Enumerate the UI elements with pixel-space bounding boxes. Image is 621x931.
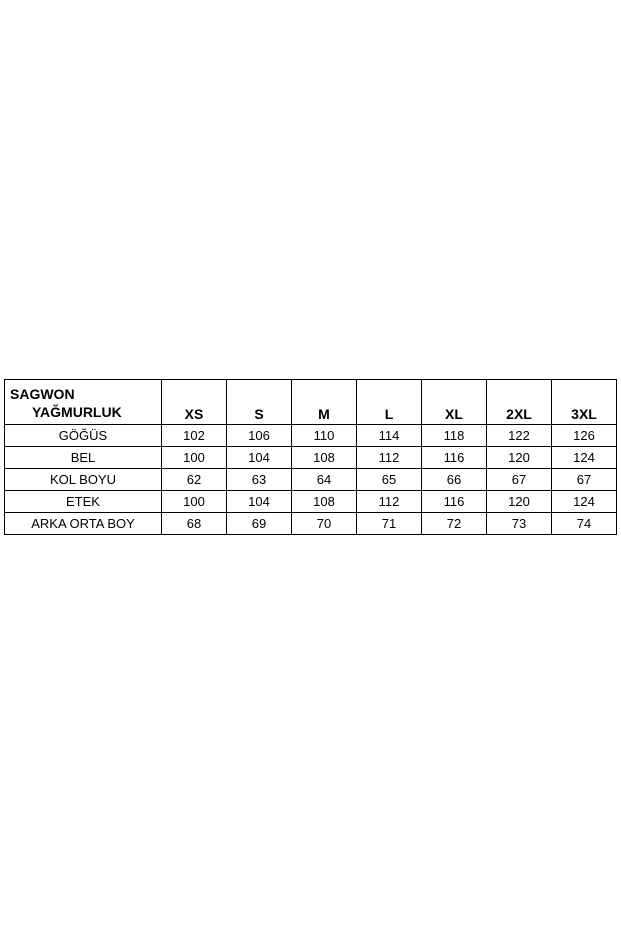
measurement-value: 104 — [227, 491, 292, 513]
measurement-value: 66 — [422, 469, 487, 491]
table-header-row — [5, 380, 617, 425]
measurement-value: 63 — [227, 469, 292, 491]
measurement-value: 62 — [162, 469, 227, 491]
size-header: L — [357, 380, 422, 425]
measurement-value: 114 — [357, 425, 422, 447]
measurement-label: BEL — [5, 447, 162, 469]
size-header: 3XL — [552, 380, 617, 425]
table-row — [5, 469, 617, 491]
measurement-value: 106 — [227, 425, 292, 447]
measurement-value: 65 — [357, 469, 422, 491]
measurement-value: 116 — [422, 491, 487, 513]
measurement-value: 112 — [357, 447, 422, 469]
measurement-value: 126 — [552, 425, 617, 447]
table-row — [5, 447, 617, 469]
size-header: S — [227, 380, 292, 425]
measurement-value: 100 — [162, 447, 227, 469]
measurement-value: 118 — [422, 425, 487, 447]
product-type: YAĞMURLUK — [32, 404, 122, 420]
measurement-value: 70 — [292, 513, 357, 535]
measurement-value: 108 — [292, 491, 357, 513]
size-chart-table — [4, 379, 617, 535]
measurement-value: 120 — [487, 491, 552, 513]
size-header: 2XL — [487, 380, 552, 425]
product-name-cell — [5, 380, 162, 425]
size-header: XS — [162, 380, 227, 425]
measurement-value: 124 — [552, 447, 617, 469]
measurement-value: 69 — [227, 513, 292, 535]
measurement-value: 124 — [552, 491, 617, 513]
size-header: M — [292, 380, 357, 425]
measurement-label: ARKA ORTA BOY — [5, 513, 162, 535]
measurement-value: 110 — [292, 425, 357, 447]
measurement-value: 74 — [552, 513, 617, 535]
measurement-value: 67 — [487, 469, 552, 491]
measurement-value: 116 — [422, 447, 487, 469]
measurement-value: 122 — [487, 425, 552, 447]
measurement-value: 102 — [162, 425, 227, 447]
measurement-value: 73 — [487, 513, 552, 535]
product-brand: SAGWON — [10, 386, 75, 402]
measurement-value: 67 — [552, 469, 617, 491]
measurement-value: 120 — [487, 447, 552, 469]
measurement-value: 64 — [292, 469, 357, 491]
measurement-label: ETEK — [5, 491, 162, 513]
measurement-value: 104 — [227, 447, 292, 469]
size-header: XL — [422, 380, 487, 425]
measurement-value: 112 — [357, 491, 422, 513]
table-row — [5, 491, 617, 513]
table-row — [5, 513, 617, 535]
measurement-value: 100 — [162, 491, 227, 513]
measurement-value: 72 — [422, 513, 487, 535]
measurement-value: 71 — [357, 513, 422, 535]
measurement-value: 68 — [162, 513, 227, 535]
table-row — [5, 425, 617, 447]
measurement-value: 108 — [292, 447, 357, 469]
measurement-label: KOL BOYU — [5, 469, 162, 491]
measurement-label: GÖĞÜS — [5, 425, 162, 447]
